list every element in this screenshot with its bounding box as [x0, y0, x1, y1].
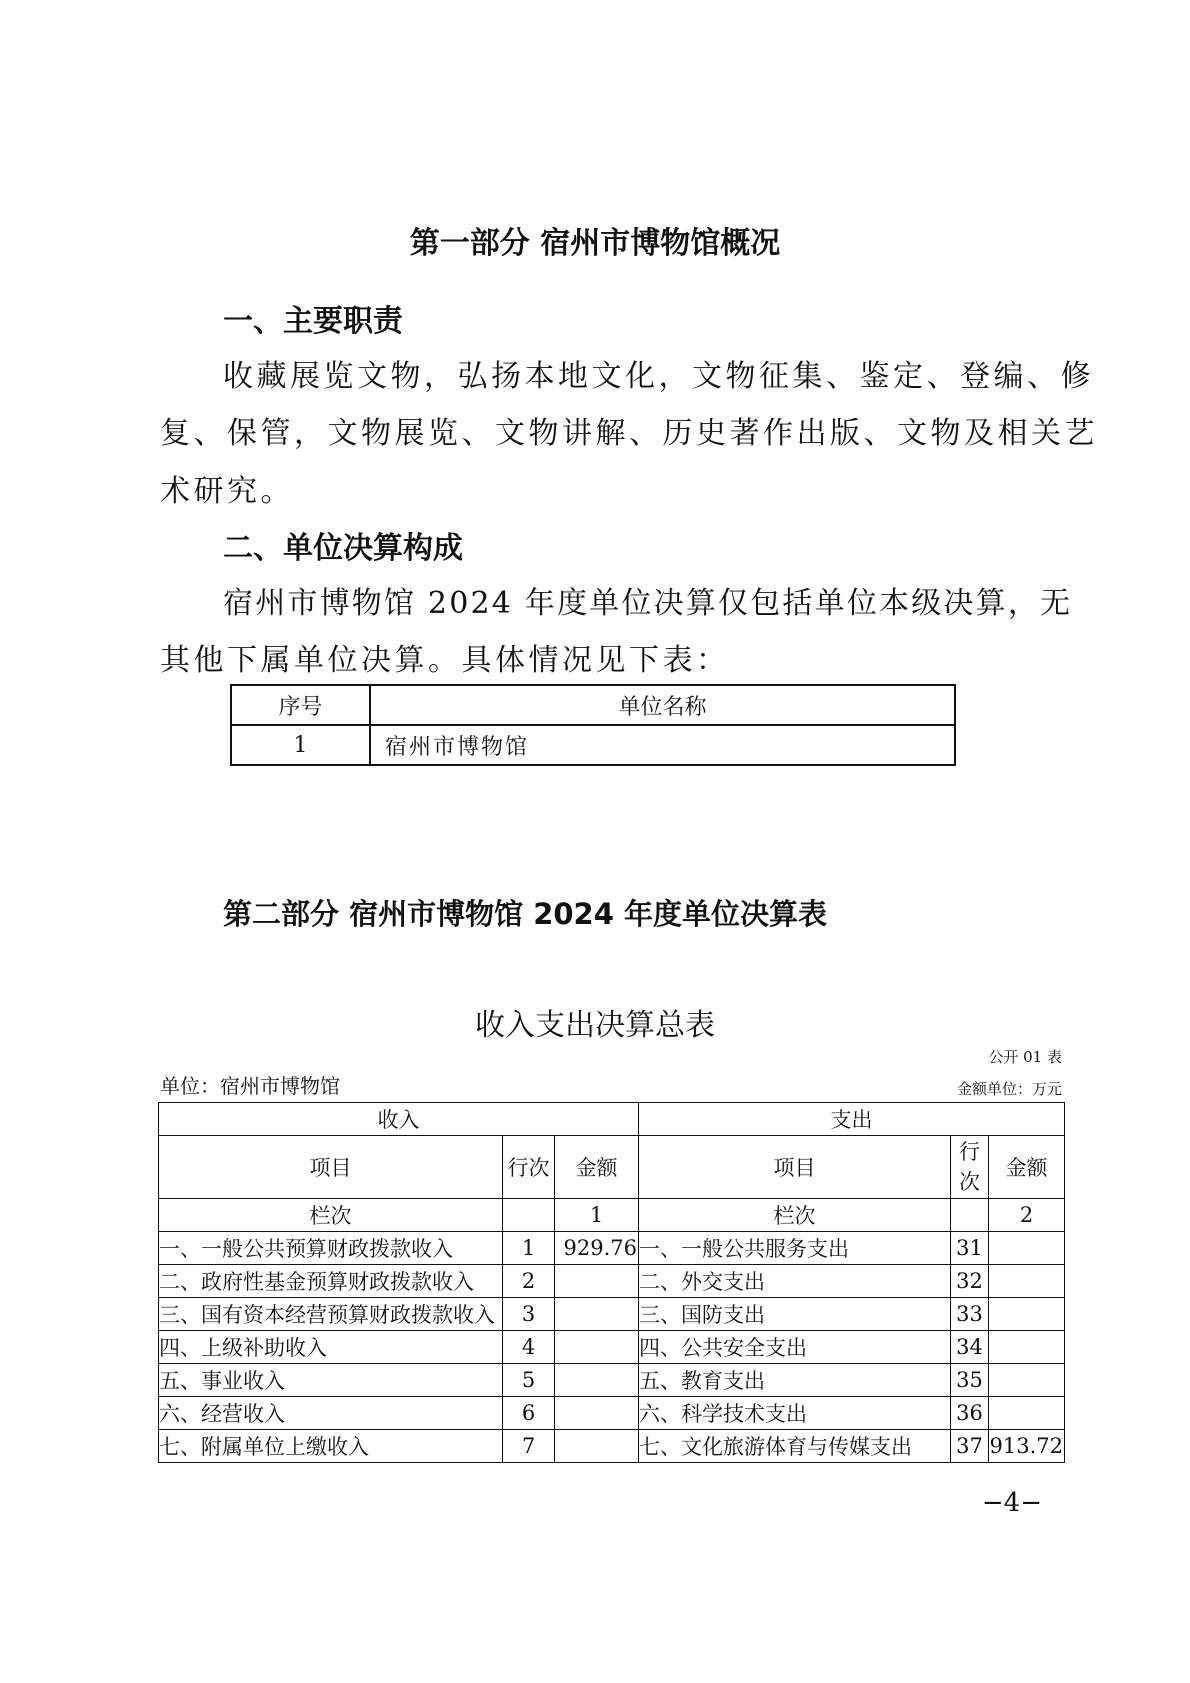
section2-title: 二、单位决算构成: [223, 531, 463, 566]
income-column-number: 1: [555, 1199, 639, 1232]
table-row: [159, 1232, 1065, 1265]
duties-paragraph-line: 术研究。: [160, 474, 294, 509]
empty-cell: [503, 1199, 555, 1232]
cell-expense-row-no: 33: [951, 1298, 989, 1331]
composition-paragraph-line: 其他下属单位决算。具体情况见下表：: [160, 643, 730, 678]
cell-income-item: 五、事业收入: [159, 1364, 503, 1397]
table-row: [159, 1397, 1065, 1430]
table-column-header-row: [159, 1136, 1065, 1199]
cell-expense-amount: [989, 1397, 1065, 1430]
cell-income-amount: [555, 1298, 639, 1331]
cell-income-amount: [555, 1331, 639, 1364]
table-row: [159, 1364, 1065, 1397]
table-row: [231, 725, 955, 765]
column-header-unit-name: 单位名称: [370, 685, 955, 725]
cell-expense-amount: 913.72: [989, 1430, 1065, 1463]
income-expense-summary-table: [158, 1102, 1065, 1463]
cell-expense-row-no: 34: [951, 1331, 989, 1364]
table-header-row: [231, 685, 955, 725]
table-code-label: 公开 01 表: [988, 1048, 1062, 1066]
expense-item-header: 项目: [639, 1136, 951, 1199]
duties-paragraph-line: 收藏展览文物，弘扬本地文化，文物征集、鉴定、登编、修: [223, 359, 1094, 394]
composition-paragraph-line: 宿州市博物馆 2024 年度单位决算仅包括单位本级决算，无: [223, 586, 1073, 621]
page-number: −4−: [981, 1488, 1042, 1518]
part2-title: 第二部分 宿州市博物馆 2024 年度单位决算表: [223, 897, 828, 931]
table-section-header-row: [159, 1103, 1065, 1136]
cell-income-item: 七、附属单位上缴收入: [159, 1430, 503, 1463]
cell-income-item: 二、政府性基金预算财政拨款收入: [159, 1265, 503, 1298]
expense-column-label: 栏次: [639, 1199, 951, 1232]
cell-unit-name: 宿州市博物馆: [370, 725, 955, 765]
table-row: [159, 1331, 1065, 1364]
cell-income-amount: [555, 1430, 639, 1463]
cell-expense-item: 三、国防支出: [639, 1298, 951, 1331]
table-row: [159, 1298, 1065, 1331]
cell-expense-item: 六、科学技术支出: [639, 1397, 951, 1430]
cell-expense-row-no: 37: [951, 1430, 989, 1463]
summary-table-title: 收入支出决算总表: [475, 1008, 715, 1043]
cell-income-item: 一、一般公共预算财政拨款收入: [159, 1232, 503, 1265]
income-section-header: 收入: [159, 1103, 639, 1136]
cell-expense-amount: [989, 1232, 1065, 1265]
income-item-header: 项目: [159, 1136, 503, 1199]
expense-section-header: 支出: [639, 1103, 1065, 1136]
section1-title: 一、主要职责: [223, 304, 403, 339]
cell-income-amount: [555, 1265, 639, 1298]
cell-expense-item: 四、公共安全支出: [639, 1331, 951, 1364]
table-row: [159, 1265, 1065, 1298]
cell-expense-item: 五、教育支出: [639, 1364, 951, 1397]
cell-income-item: 四、上级补助收入: [159, 1331, 503, 1364]
amount-unit-label: 金额单位：万元: [956, 1080, 1062, 1098]
cell-expense-item: 一、一般公共服务支出: [639, 1232, 951, 1265]
duties-paragraph-line: 复、保管，文物展览、文物讲解、历史著作出版、文物及相关艺: [160, 416, 1098, 451]
cell-expense-amount: [989, 1364, 1065, 1397]
cell-income-row-no: 2: [503, 1265, 555, 1298]
cell-income-row-no: 5: [503, 1364, 555, 1397]
empty-cell: [951, 1199, 989, 1232]
cell-expense-row-no: 35: [951, 1364, 989, 1397]
cell-expense-item: 二、外交支出: [639, 1265, 951, 1298]
expense-column-number: 2: [989, 1199, 1065, 1232]
cell-expense-amount: [989, 1265, 1065, 1298]
income-row-no-header: 行次: [503, 1136, 555, 1199]
cell-income-row-no: 1: [503, 1232, 555, 1265]
expense-row-no-header: 行 次: [951, 1136, 989, 1199]
cell-income-item: 六、经营收入: [159, 1397, 503, 1430]
cell-expense-amount: [989, 1298, 1065, 1331]
reporting-unit-label: 单位：宿州市博物馆: [160, 1074, 340, 1098]
table-column-number-row: [159, 1199, 1065, 1232]
expense-amount-header: 金额: [989, 1136, 1065, 1199]
part1-title: 第一部分 宿州市博物馆概况: [409, 226, 781, 261]
cell-income-amount: [555, 1364, 639, 1397]
cell-expense-amount: [989, 1331, 1065, 1364]
cell-income-row-no: 3: [503, 1298, 555, 1331]
cell-expense-row-no: 32: [951, 1265, 989, 1298]
table-row: [159, 1430, 1065, 1463]
cell-expense-row-no: 36: [951, 1397, 989, 1430]
cell-expense-row-no: 31: [951, 1232, 989, 1265]
cell-income-row-no: 4: [503, 1331, 555, 1364]
column-header-serial: 序号: [231, 685, 370, 725]
cell-income-amount: [555, 1397, 639, 1430]
cell-income-row-no: 6: [503, 1397, 555, 1430]
cell-income-row-no: 7: [503, 1430, 555, 1463]
cell-income-item: 三、国有资本经营预算财政拨款收入: [159, 1298, 503, 1331]
cell-expense-item: 七、文化旅游体育与传媒支出: [639, 1430, 951, 1463]
unit-composition-table: [230, 684, 956, 766]
income-column-label: 栏次: [159, 1199, 503, 1232]
income-amount-header: 金额: [555, 1136, 639, 1199]
cell-income-amount: 929.76: [555, 1232, 639, 1265]
cell-serial: 1: [231, 725, 370, 765]
